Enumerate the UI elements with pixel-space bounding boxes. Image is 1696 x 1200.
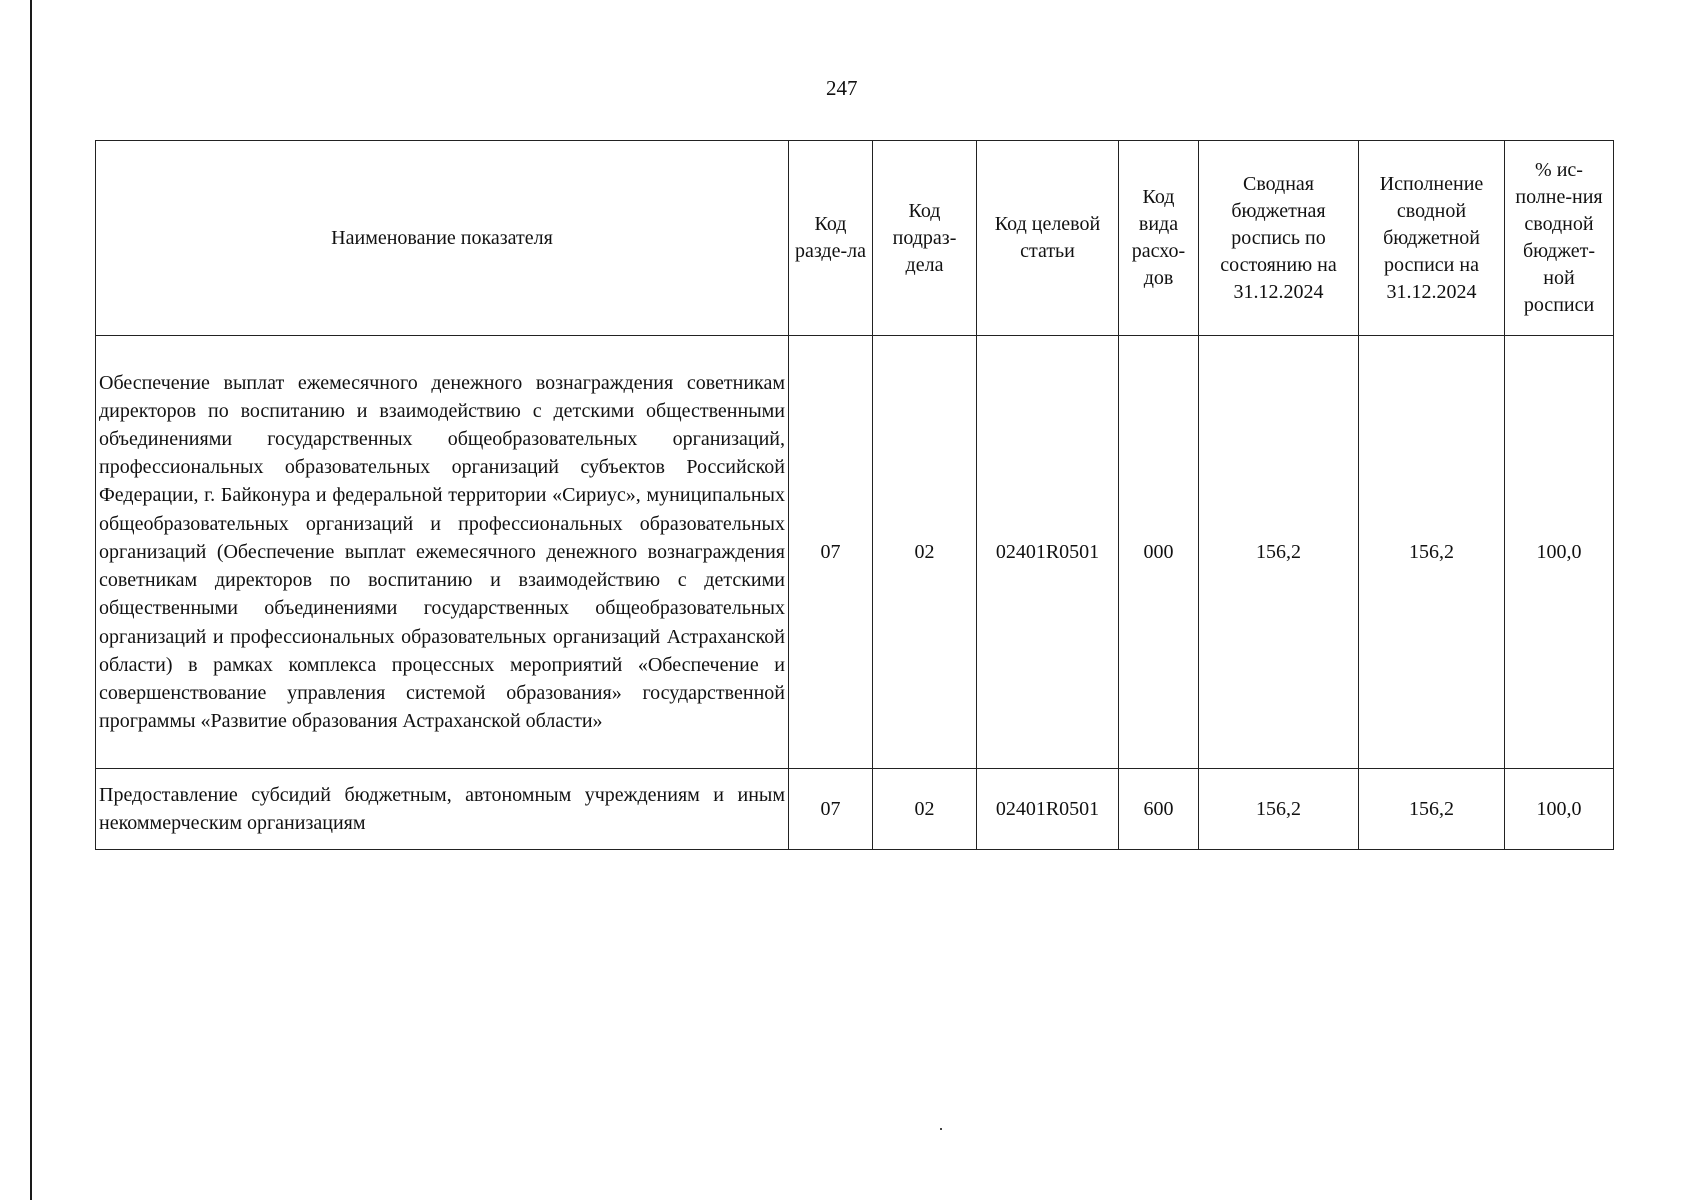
cell-target-article-code: 02401R0501 xyxy=(977,769,1119,850)
table-header-row xyxy=(96,141,1614,336)
table-row xyxy=(96,769,1614,850)
cell-execution-percent: 100,0 xyxy=(1505,769,1614,850)
cell-target-article-code: 02401R0501 xyxy=(977,336,1119,769)
cell-subsection-code: 02 xyxy=(873,769,977,850)
cell-section-code: 07 xyxy=(789,769,873,850)
cell-execution: 156,2 xyxy=(1359,336,1505,769)
page-number: 247 xyxy=(826,76,858,100)
cell-execution-percent: 100,0 xyxy=(1505,336,1614,769)
binding-edge-line xyxy=(30,0,32,1200)
cell-expense-type-code: 600 xyxy=(1119,769,1199,850)
cell-indicator-name: Обеспечение выплат ежемесячного денежного вознаграждения советникам директоров по воспитанию и взаимодействию с детскими общественными объединениями государственных общеобразовательных организаций, профессиональных образовательных организаций субъектов Российской Федерации, г. Байконура и федеральной территории «Сириус», муниципальных общеобразовательных организаций и профессиональных образовательных организаций (Обеспечение выплат ежемесячного денежного вознаграждения советникам директоров по воспитанию и взаимодействию с детскими общественными объединениями государственных общеобразовательных организаций и профессиональных образовательных организаций Астраханской области) в рамках комплекса процессных мероприятий «Обеспечение и совершенствование управления системой образования» государственной программы «Развитие образования Астраханской области» xyxy=(96,336,789,769)
header-target-article-code: Код целевой статьи xyxy=(977,141,1119,336)
budget-execution-table xyxy=(95,140,1614,850)
cell-expense-type-code: 000 xyxy=(1119,336,1199,769)
cell-subsection-code: 02 xyxy=(873,336,977,769)
header-execution: Исполнение сводной бюджетной росписи на 31.12.2024 xyxy=(1359,141,1505,336)
table-row xyxy=(96,336,1614,769)
cell-budget-schedule: 156,2 xyxy=(1199,336,1359,769)
header-subsection-code: Код подраз-дела xyxy=(873,141,977,336)
cell-indicator-name: Предоставление субсидий бюджетным, автономным учреждениям и иным некоммерческим организациям xyxy=(96,769,789,850)
header-budget-schedule: Сводная бюджетная роспись по состоянию на 31.12.2024 xyxy=(1199,141,1359,336)
header-section-code: Код разде-ла xyxy=(789,141,873,336)
header-indicator-name: Наименование показателя xyxy=(96,141,789,336)
header-execution-percent: % ис-полне-ния сводной бюджет-ной росписи xyxy=(1505,141,1614,336)
cell-section-code: 07 xyxy=(789,336,873,769)
scan-speck xyxy=(940,1128,942,1130)
cell-budget-schedule: 156,2 xyxy=(1199,769,1359,850)
header-expense-type-code: Код вида расхо-дов xyxy=(1119,141,1199,336)
cell-execution: 156,2 xyxy=(1359,769,1505,850)
